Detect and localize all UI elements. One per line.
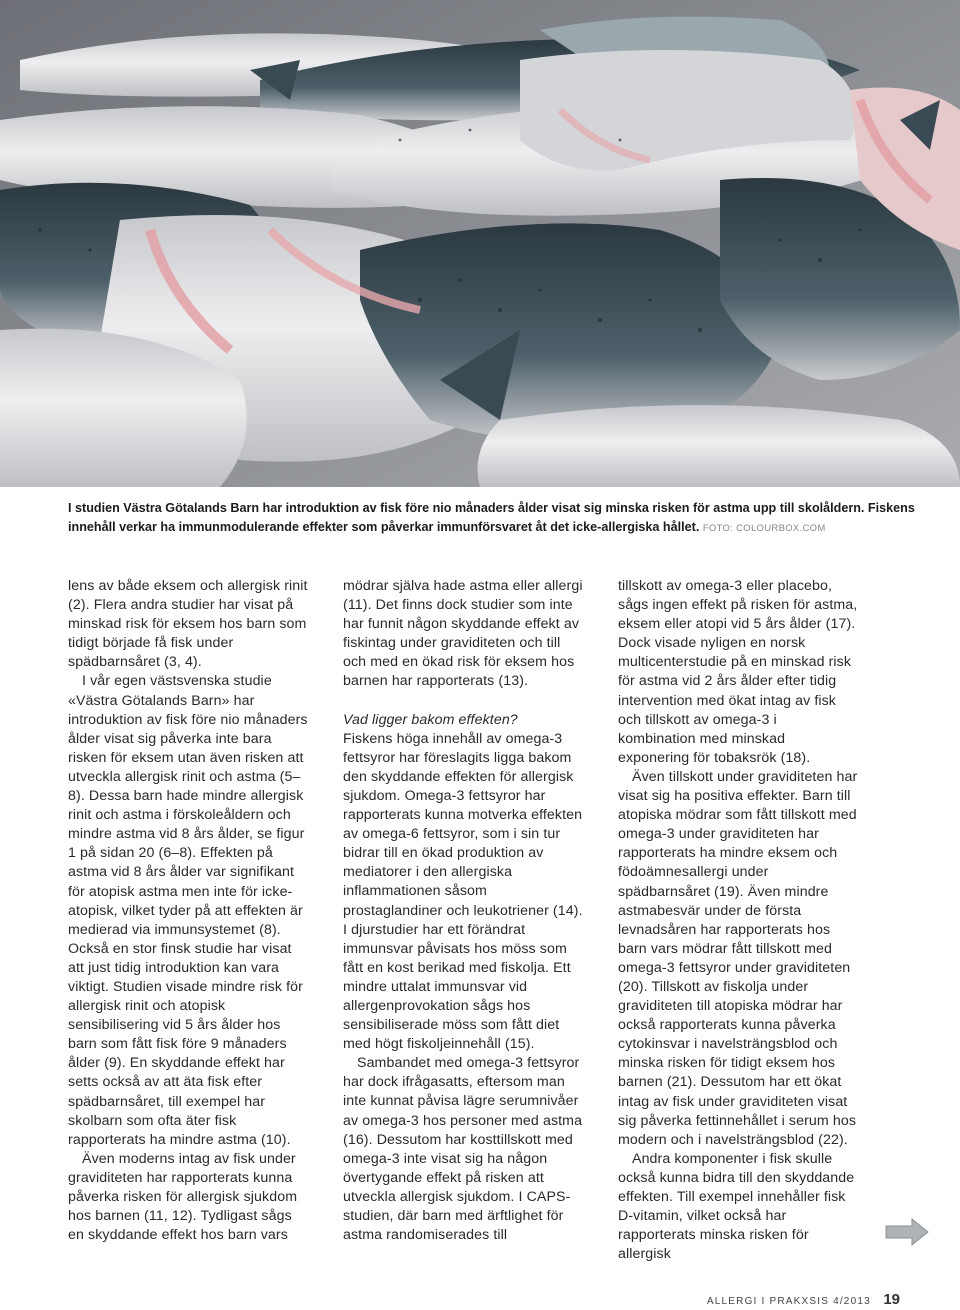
paragraph: Andra komponenter i fisk skulle också kunna bidra till den skyddande effekten. Till exempel innehåller fisk D-vitamin, vilket också har rapporterats minska risken för allergisk <box>618 1150 855 1263</box>
photo-credit: FOTO: COLOURBOX.COM <box>702 523 826 534</box>
paragraph: mödrar själva hade astma eller allergi (11). Det finns dock studier som inte har funnit någon skyddande effekt av fiskintag under graviditeten och till och med en ökad risk för eksem hos barnen har rapporterats (13). <box>343 578 583 690</box>
page-footer <box>700 1291 900 1309</box>
salmon-photo <box>0 0 960 487</box>
article-column-3 <box>618 577 858 1264</box>
article-column-2 <box>343 577 583 1245</box>
photo-caption <box>68 499 928 538</box>
paragraph: Fiskens höga innehåll av omega-3 fettsyror har föreslagits ligga bakom den skyddande effekten för allergisk sjukdom. Omega-3 fettsyror har rapporterats kunna motverka effekten av omega-6 fettsyror, som i sin tur bidrar till en ökad produktion av mediatorer i den allergiska inflammationen såsom prostaglandiner och leukotriener (14). I djurstudier har ett förändrat immunsvar påvisats hos möss som fått en kost berikad med fiskolja. Ett mindre uttalat immunsvar vid allergenprovokation sågs hos sensibiliserade möss som fått diet med högt fiskoljeinnehåll (15). <box>343 730 583 1053</box>
section-heading: Vad ligger bakom effekten? <box>343 711 518 728</box>
paragraph: tillskott av omega-3 eller placebo, sågs ingen effekt på risken för astma, eksem eller atopi vid 5 års ålder (17). Dock visade nyligen en norsk multicenterstudie på en minskad risk för astma vid 2 års ålder efter tidig intervention med ökat intag av fisk och tillskott av omega-3 i kombination med minskad exponering för tobaksrök (18). <box>618 578 858 766</box>
paragraph: Även moderns intag av fisk under graviditeten har rapporterats kunna påverka risken för allergisk sjukdom hos barnen (11, 12). Tydligast sågs en skyddande effekt hos barn vars <box>68 1150 298 1244</box>
paragraph: lens av både eksem och allergisk rinit (2). Flera andra studier har visat på minskad risk för eksem hos barn som tidigt började få fisk under spädbarnsåret (3, 4). <box>68 578 308 671</box>
paragraph: Sambandet med omega-3 fettsyror har dock ifrågasatts, eftersom man inte kunnat påvisa lägre serumnivåer av omega-3 hos personer med astma (16). Dessutom har kosttillskott med omega-3 inte visat sig ha någon övertygande effekt på risken att utveckla allergisk sjukdom. I CAPS-studien, där barn med ärftlighet för astma randomiserades till <box>343 1055 583 1244</box>
caption-text: I studien Västra Götalands Barn har introduktion av fisk före nio månaders ålder visat sig minska risken för astma upp till skolåldern. Fiskens innehåll verkar ha immunmodulerande effekter som påverkar immunförsvaret åt det icke-allergiska hållet. <box>68 501 915 534</box>
paragraph: Även tillskott under graviditeten har visat sig ha positiva effekter. Barn till atopiska mödrar som fått tillskott med omega-3 under graviditeten har rapporterats ha mindre eksem och födoämnesallergi under spädbarnsåret (19). Även mindre astmabesvär under de första levnadsåren har rapporterats hos barn vars mödrar fått tillskott med omega-3 fettsyror under graviditeten (20). Tillskott av fiskolja under graviditeten till atopiska mödrar har också rapporterats kunna påverka cytokinsvar i navelsträngsblod och minska risken för tidigt eksem hos barnen (21). Dessutom har ett ökat intag av fisk under graviditeten visat sig påverka fettinnehållet i serum hos modern och i navelsträngsblod (22). <box>618 768 858 1148</box>
arrow-right-icon <box>884 1216 930 1248</box>
page-number: 19 <box>883 1291 900 1308</box>
journal-name: ALLERGI I PRAKXSIS 4/2013 <box>706 1296 871 1307</box>
paragraph: I vår egen västsvenska studie «Västra Götalands Barn» har introduktion av fisk före nio månaders ålder visat sig påverka inte bara risken för eksem utan även risken att utveckla allergisk rinit och astma (5–8). Dessa barn hade mindre allergisk rinit och astma i förskoleåldern och mindre astma vid 8 års ålder, se figur 1 på sidan 20 (6–8). Effekten på astma vid 8 års ålder var signifikant för atopisk astma men inte för icke-atopisk, vilket tyder på att effekten är medierad via immunsystemet (8). Också en stor finsk studie har visat att just tidig introduktion kan vara viktigt. Studien visade mindre risk för allergisk rinit och atopisk sensibilisering vid 5 års ålder hos barn som fått fisk före 9 månaders ålder (9). En skyddande effekt har setts också av att äta fisk efter spädbarnsåret, till exempel har skolbarn som ofta äter fisk rapporterats ha mindre astma (10). <box>68 673 308 1148</box>
article-column-1 <box>68 577 308 1245</box>
